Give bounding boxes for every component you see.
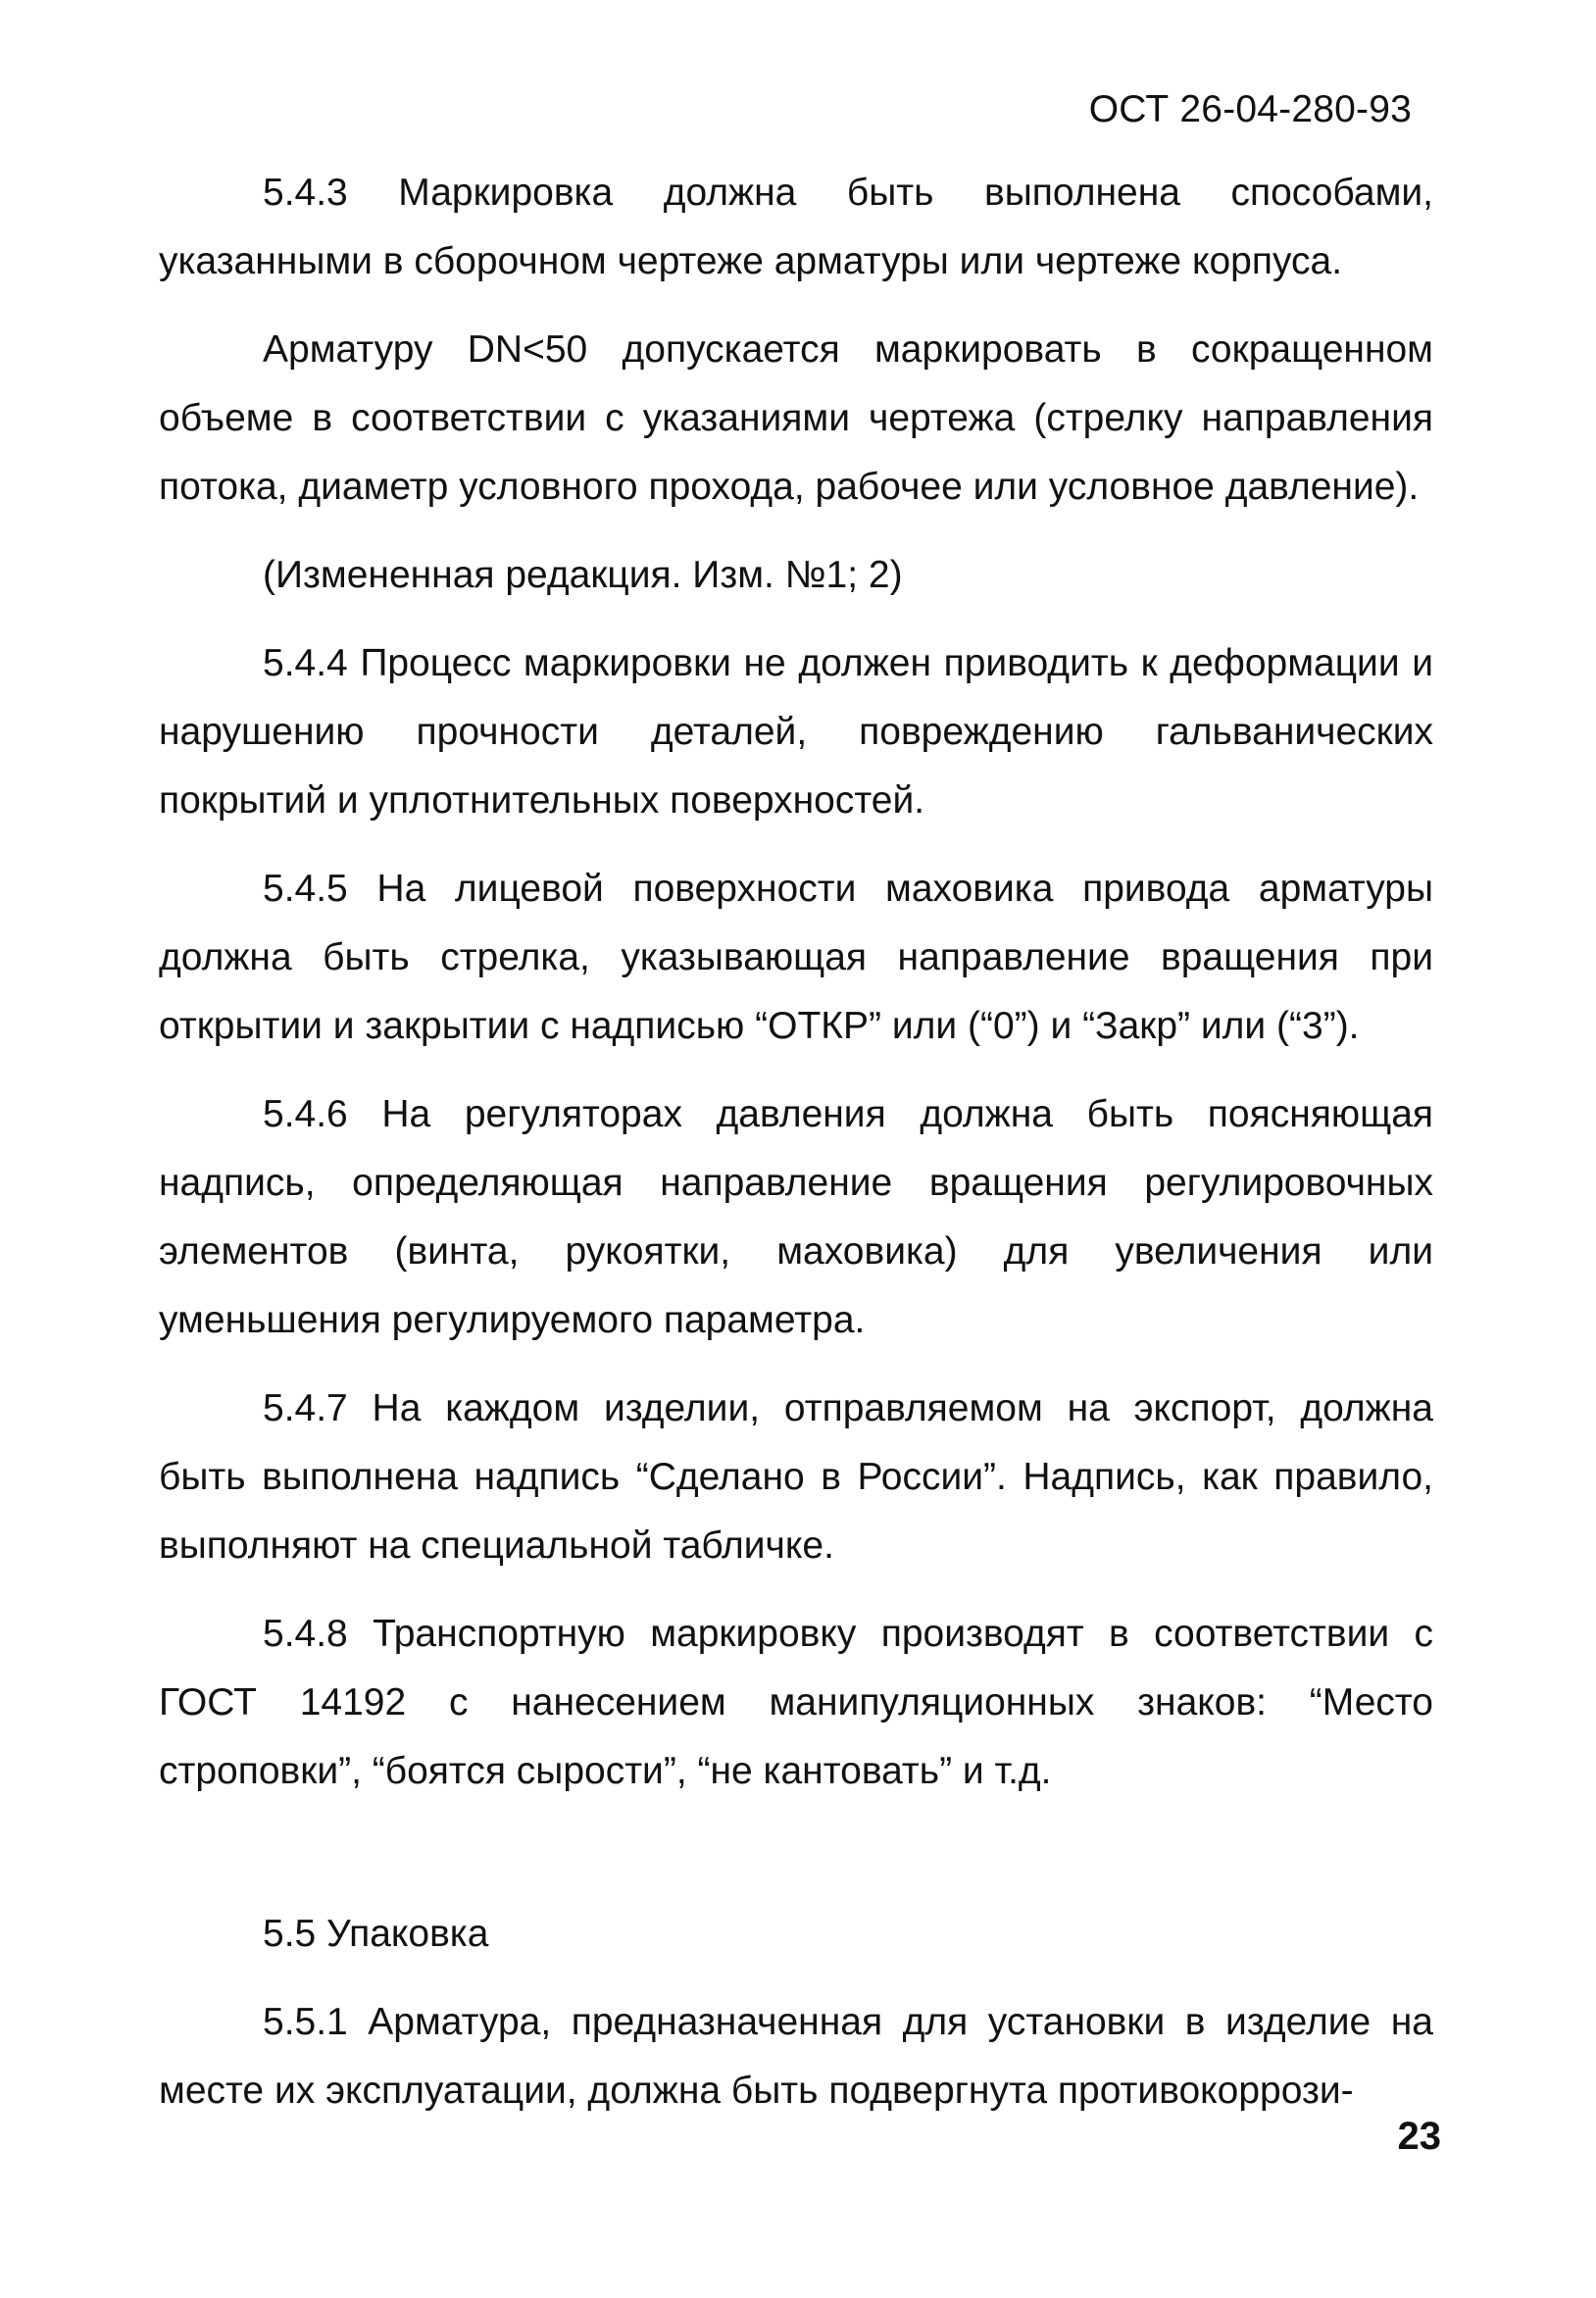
paragraph-5-5-1: 5.5.1 Арматура, предназначенная для установки в изделие на месте их эксплуатации, должна быть подвергнута противокоррози- (159, 2001, 1433, 2112)
paragraph-5-4-4: 5.4.4 Процесс маркировки не должен приводить к деформации и нарушению прочности деталей, повреждению гальванических покрытий и уплотнительных поверхностей. (159, 642, 1433, 822)
paragraph-5-4-3: 5.4.3 Маркировка должна быть выполнена способами, указанными в сборочном чертеже арматуры или чертеже корпуса. (159, 172, 1433, 282)
page-number: 23 (1397, 2115, 1441, 2158)
section-heading-5-5: 5.5 Упаковка (263, 1913, 489, 1955)
document-code: ОСТ 26-04-280-93 (1088, 88, 1412, 130)
paragraph-5-4-6: 5.4.6 На регуляторах давления должна быть поясняющая надпись, определяющая направление вращения регулировочных элементов (винта, рукоятки, маховика) для увеличения или уменьшения регулируемого параметра. (159, 1093, 1433, 1341)
document-body (159, 159, 1433, 2145)
paragraph-revision-note: (Измененная редакция. Изм. №1; 2) (263, 554, 903, 596)
paragraph-5-4-5: 5.4.5 На лицевой поверхности маховика привода арматуры должна быть стрелка, указывающая направление вращения при открытии и закрытии с надписью “ОТКР” или (“0”) и “Закр” или (“3”). (159, 868, 1433, 1047)
paragraph-5-4-7: 5.4.7 На каждом изделии, отправляемом на экспорт, должна быть выполнена надпись “Сделано в России”. Надпись, как правило, выполняют на специальной табличке. (159, 1387, 1433, 1567)
paragraph-5-4-8: 5.4.8 Транспортную маркировку производят в соответствии с ГОСТ 14192 с нанесением манипуляционных знаков: “Место строповки”, “боятся сырости”, “не кантовать” и т.д. (159, 1613, 1433, 1792)
paragraph-dn50-marking: Арматуру DN<50 допускается маркировать в сокращенном объеме в соответствии с указаниями чертежа (стрелку направления потока, диаметр условного прохода, рабочее или условное давление). (159, 328, 1433, 508)
